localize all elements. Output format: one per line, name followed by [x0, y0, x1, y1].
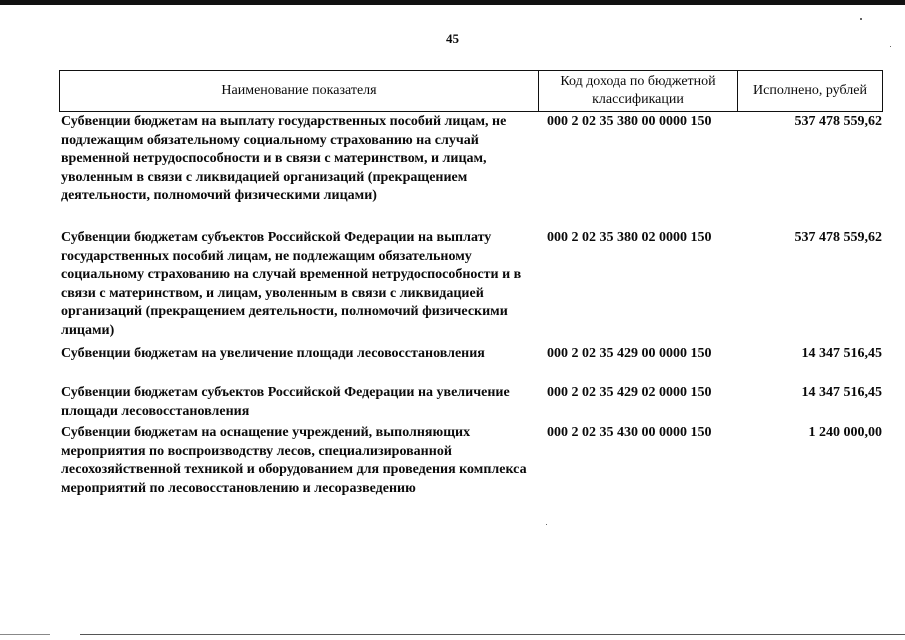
- executed-amount: 537 478 559,62: [794, 114, 882, 129]
- scan-speck: [546, 524, 547, 525]
- indicator-name: Субвенции бюджетам на увеличение площади лесовосстановления: [61, 346, 485, 361]
- column-header-income-code: Код дохода по бюджетной классификации: [539, 71, 738, 112]
- scan-speck: [860, 18, 862, 20]
- bottom-border-rule: [0, 634, 50, 635]
- indicator-name: Субвенции бюджетам на выплату государственных пособий лицам, не подлежащим обязательному социальному страхованию на случай временной нетрудоспособности и в связи с материнством, и лицам, уволенным в связи с ликвидацией организаций (прекращением деятельности, полномочий физическими лицами): [61, 114, 507, 204]
- executed-amount: 14 347 516,45: [801, 385, 882, 400]
- scan-speck: [890, 46, 891, 47]
- income-code: 000 2 02 35 380 02 0000 150: [547, 230, 712, 245]
- table-header: [59, 70, 883, 112]
- indicator-name: Субвенции бюджетам субъектов Российской Федерации на увеличение площади лесовосстановления: [61, 385, 510, 419]
- page-number: 45: [446, 31, 459, 46]
- income-code: 000 2 02 35 429 00 0000 150: [547, 346, 712, 361]
- executed-amount: 14 347 516,45: [801, 346, 882, 361]
- column-header-executed-amount: Исполнено, рублей: [738, 71, 883, 112]
- top-border-rule: [0, 0, 905, 5]
- executed-amount: 1 240 000,00: [808, 425, 882, 440]
- indicator-name: Субвенции бюджетам на оснащение учреждений, выполняющих мероприятия по воспроизводству лесов, специализированной лесохозяйственной техникой и оборудованием для проведения комплекса мероприятий по лесовосстановлению и лесоразведению: [61, 425, 527, 496]
- executed-amount: 537 478 559,62: [794, 230, 882, 245]
- income-code: 000 2 02 35 430 00 0000 150: [547, 425, 712, 440]
- bottom-border-rule: [80, 634, 905, 635]
- column-header-indicator-name: Наименование показателя: [60, 71, 539, 112]
- indicator-name: Субвенции бюджетам субъектов Российской Федерации на выплату государственных пособий лицам, не подлежащим обязательному социальному страхованию на случай временной нетрудоспособности и в связи с материнством, и лицам, уволенным в связи с ликвидацией организаций (прекращением деятельности, полномочий физическими лицами): [61, 230, 522, 338]
- income-code: 000 2 02 35 380 00 0000 150: [547, 114, 712, 129]
- income-code: 000 2 02 35 429 02 0000 150: [547, 385, 712, 400]
